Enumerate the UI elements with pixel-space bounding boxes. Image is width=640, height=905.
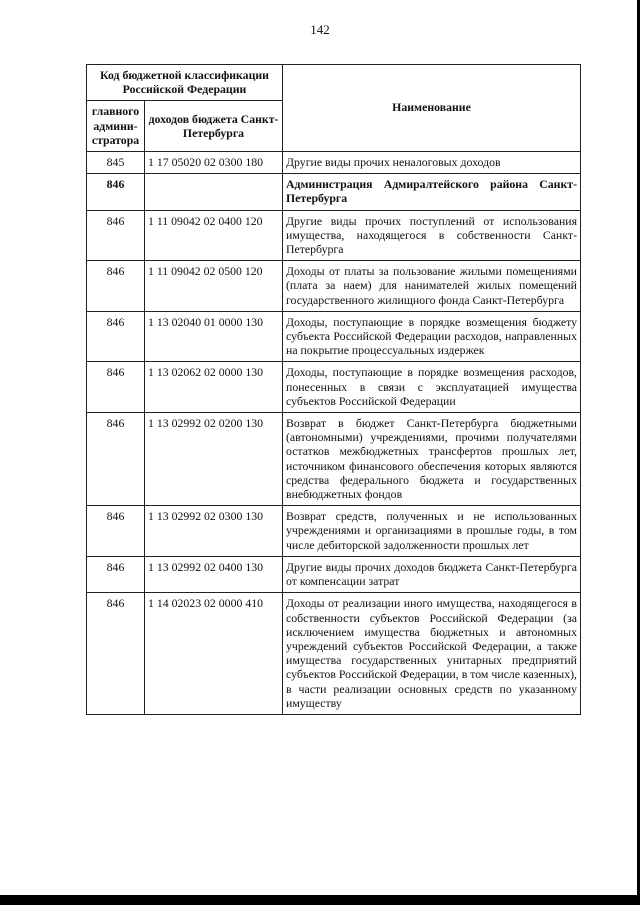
table-row (87, 152, 581, 174)
table-row (87, 413, 581, 506)
name-cell: Другие виды прочих поступлений от использования имущества, находящегося в собственности Санкт-Петербурга (283, 210, 581, 261)
income-code-cell: 1 11 09042 02 0400 120 (145, 210, 283, 261)
table-row (87, 311, 581, 362)
name-cell: Доходы от платы за пользование жилыми помещениями (плата за наем) для нанимателей жилых помещений государственного жилищного фонда Санкт-Петербурга (283, 261, 581, 312)
admin-code-cell: 846 (87, 174, 145, 210)
admin-code-cell: 846 (87, 261, 145, 312)
name-cell: Администрация Адмиралтейского района Санкт-Петербурга (283, 174, 581, 210)
income-code-cell: 1 13 02992 02 0200 130 (145, 413, 283, 506)
admin-code-cell: 846 (87, 362, 145, 413)
name-cell: Возврат средств, полученных и не использованных учреждениями и организациями в прошлые годы, в том числе дебиторской задолженности прошлых лет (283, 506, 581, 557)
table-row (87, 210, 581, 261)
table-row (87, 362, 581, 413)
page-number: 142 (310, 22, 330, 37)
admin-code-cell: 846 (87, 556, 145, 592)
name-cell: Доходы, поступающие в порядке возмещения расходов, понесенных в связи с эксплуатацией имущества субъектов Российской Федерации (283, 362, 581, 413)
admin-code-cell: 846 (87, 311, 145, 362)
name-cell: Доходы, поступающие в порядке возмещения бюджету субъекта Российской Федерации расходов, направленных на покрытие процессуальных издержек (283, 311, 581, 362)
income-code-cell: 1 14 02023 02 0000 410 (145, 593, 283, 715)
income-code-cell: 1 13 02992 02 0300 130 (145, 506, 283, 557)
admin-code-cell: 846 (87, 506, 145, 557)
admin-code-cell: 846 (87, 593, 145, 715)
table-row (87, 506, 581, 557)
income-code-cell: 1 13 02062 02 0000 130 (145, 362, 283, 413)
name-cell: Другие виды прочих доходов бюджета Санкт-Петербурга от компенсации затрат (283, 556, 581, 592)
income-code-cell: 1 13 02992 02 0400 130 (145, 556, 283, 592)
name-cell: Доходы от реализации иного имущества, находящегося в собственности субъектов Российской Федерации (за исключением имущества бюджетных и автономных учреждений субъектов Российской Федерации, а также имущества государственных унитарных предприятий субъектов Российской Федерации, в том числе казенных), в части реализации основных средств по указанному имуществу (283, 593, 581, 715)
income-code-cell: 1 13 02040 01 0000 130 (145, 311, 283, 362)
name-cell: Возврат в бюджет Санкт-Петербурга бюджетными (автономными) учреждениями, прочими получателями остатков межбюджетных трансфертов прошлых лет, источником финансового обеспечения которых являются средства федерального бюджета и государственных внебюджетных фондов (283, 413, 581, 506)
header-admin: главного админи-стратора (87, 101, 145, 152)
admin-code-cell: 845 (87, 152, 145, 174)
income-code-cell: 1 11 09042 02 0500 120 (145, 261, 283, 312)
header-income: доходов бюджета Санкт-Петербурга (145, 101, 283, 152)
table-row (87, 174, 581, 210)
table-row (87, 556, 581, 592)
table-row (87, 593, 581, 715)
admin-code-cell: 846 (87, 210, 145, 261)
header-group: Код бюджетной классификации Российской Федерации (87, 65, 283, 101)
name-cell: Другие виды прочих неналоговых доходов (283, 152, 581, 174)
table-row (87, 261, 581, 312)
admin-code-cell: 846 (87, 413, 145, 506)
scan-edge-bottom (0, 895, 640, 905)
income-code-cell: 1 17 05020 02 0300 180 (145, 152, 283, 174)
budget-classification-table (86, 64, 581, 715)
income-code-cell (145, 174, 283, 210)
header-name: Наименование (283, 65, 581, 152)
